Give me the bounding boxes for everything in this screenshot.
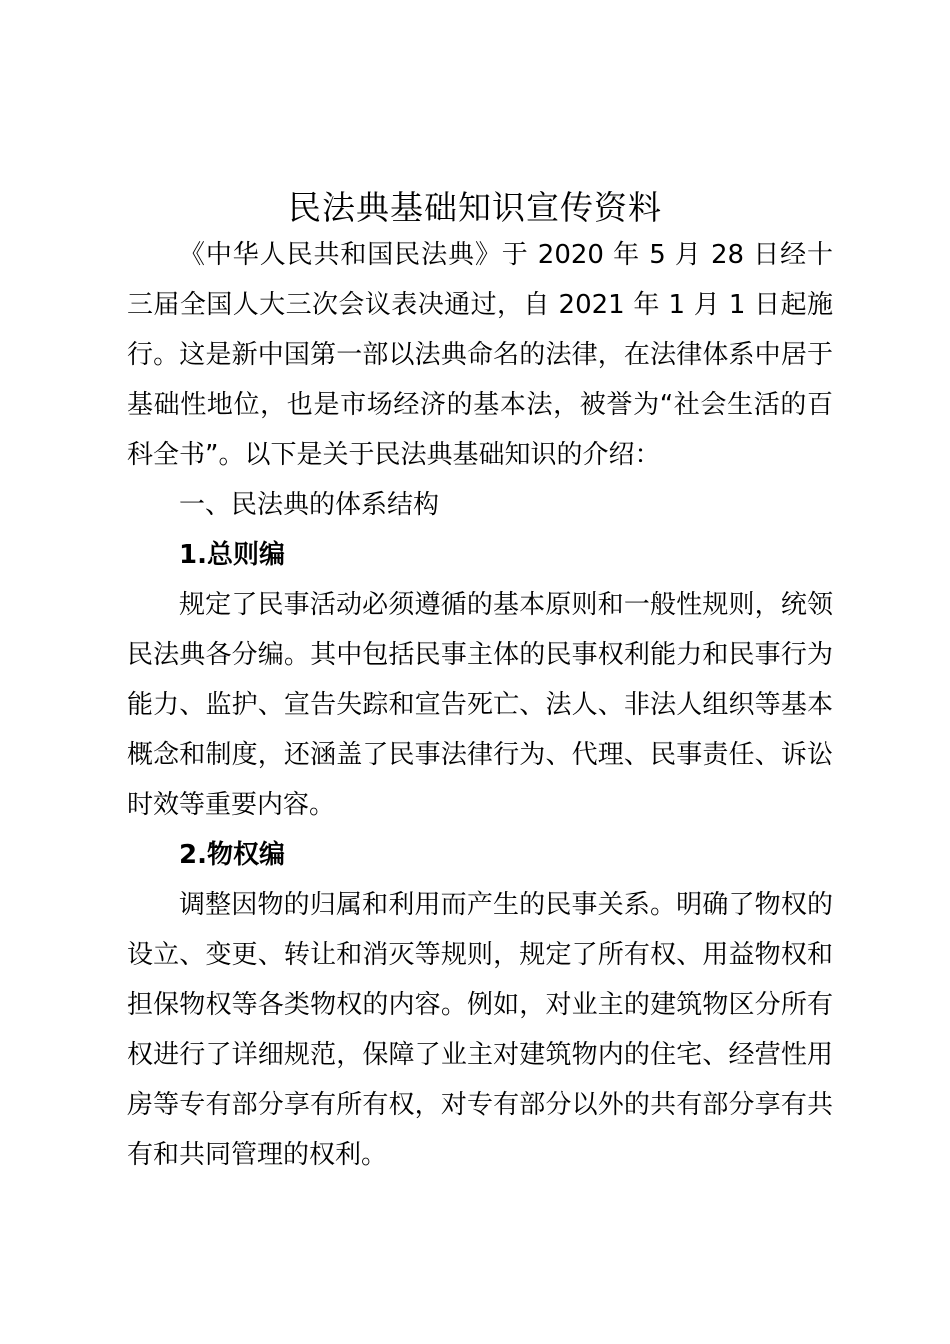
section-heading: 一、民法典的体系结构	[179, 490, 440, 520]
part-text-general-provisions: 规定了民事活动必须遵循的基本原则和一般性规则，统领民法典各分编。其中包括民事主体的民事权利能力和民事行为能力、监护、宣告失踪和宣告死亡、法人、非法人组织等基本概念和制度，还涵盖了民事法律行为、代理、民事责任、诉讼时效等重要内容。	[127, 590, 833, 820]
part-text-real-rights: 调整因物的归属和利用而产生的民事关系。明确了物权的设立、变更、转让和消灭等规则，规定了所有权、用益物权和担保物权等各类物权的内容。例如，对业主的建筑物区分所有权进行了详细规范，保障了业主对建筑物内的住宅、经营性用房等专有部分享有所有权，对专有部分以外的共有部分享有共有和共同管理的权利。	[127, 890, 833, 1170]
intro-paragraph: 《中华人民共和国民法典》于 2020 年 5 月 28 日经十三届全国人大三次会议表决通过，自 2021 年 1 月 1 日起施行。这是新中国第一部以法典命名的法律，在法律体系中居于基础性地位，也是市场经济的基本法，被誉为“社会生活的百科全书”。以下是关于民法典基础知识的介绍：	[127, 240, 833, 470]
part-heading-real-rights: 2.物权编	[179, 840, 285, 870]
part-heading-general-provisions: 1.总则编	[179, 540, 285, 570]
document-title: 民法典基础知识宣传资料	[288, 188, 662, 227]
